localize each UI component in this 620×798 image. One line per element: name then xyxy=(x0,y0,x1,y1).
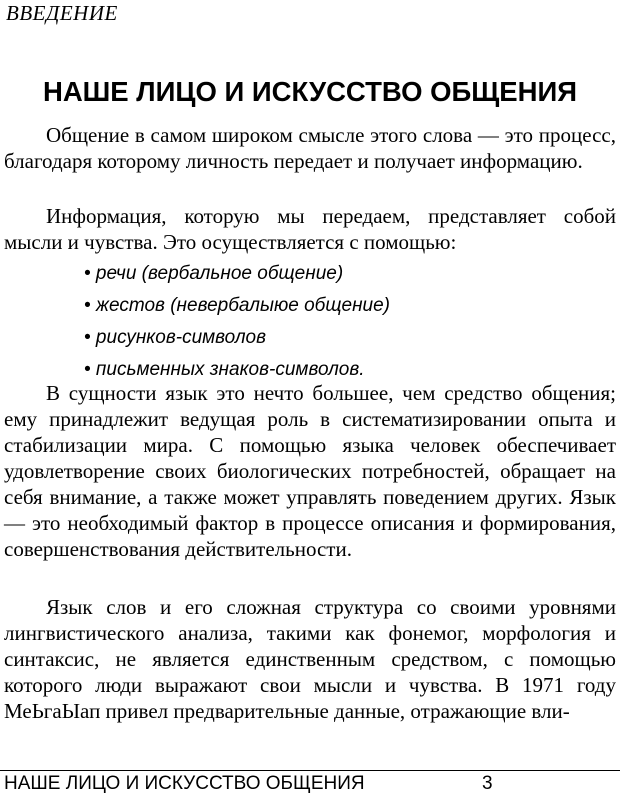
list-item-drawings: • рисунков-символов xyxy=(84,327,267,348)
paragraph-1: Общение в самом широком смысле этого слова — это процесс, благодаря которому личность передает и получает информацию. xyxy=(4,123,616,173)
running-footer-title: НАШЕ ЛИЦО И ИСКУССТВО ОБЩЕНИЯ xyxy=(4,773,365,794)
list-item-speech: • речи (вербальное общение) xyxy=(84,263,344,284)
list-item-written-signs: • письменных знаков-символов. xyxy=(84,359,365,380)
footer-divider xyxy=(0,770,620,771)
paragraph-4: Язык слов и его сложная структура со своими уровнями лингвистического анализа, такими как фонемог, морфология и синтаксис, не является единственным средством, с помощью которого люди выражают свои мысли и чувства. В 1971 году МеЬгаЫап привел предварительные данные, отражающие вли- xyxy=(4,595,616,723)
paragraph-3: В сущности язык это нечто большее, чем средство общения; ему принадлежит ведущая роль в систематизировании опыта и стабилизации мира. С помощью языка человек обеспечивает удовлетворение своих биологических потребностей, обращает на себя внимание, а также может управлять поведением других. Язык — это необходимый фактор в процессе описания и формирования, совершенствования действительности. xyxy=(4,381,616,561)
page-number: 3 xyxy=(482,773,493,794)
list-item-gestures: • жестов (невербалыюе общение) xyxy=(84,295,390,316)
section-label: ВВЕДЕНИЕ xyxy=(6,1,118,25)
communication-means-list xyxy=(84,258,390,386)
paragraph-2: Информация, которую мы передаем, представляет собой мысли и чувства. Это осуществляется с помощью: xyxy=(4,204,616,254)
chapter-title: НАШЕ ЛИЦО И ИСКУССТВО ОБЩЕНИЯ xyxy=(42,76,578,107)
